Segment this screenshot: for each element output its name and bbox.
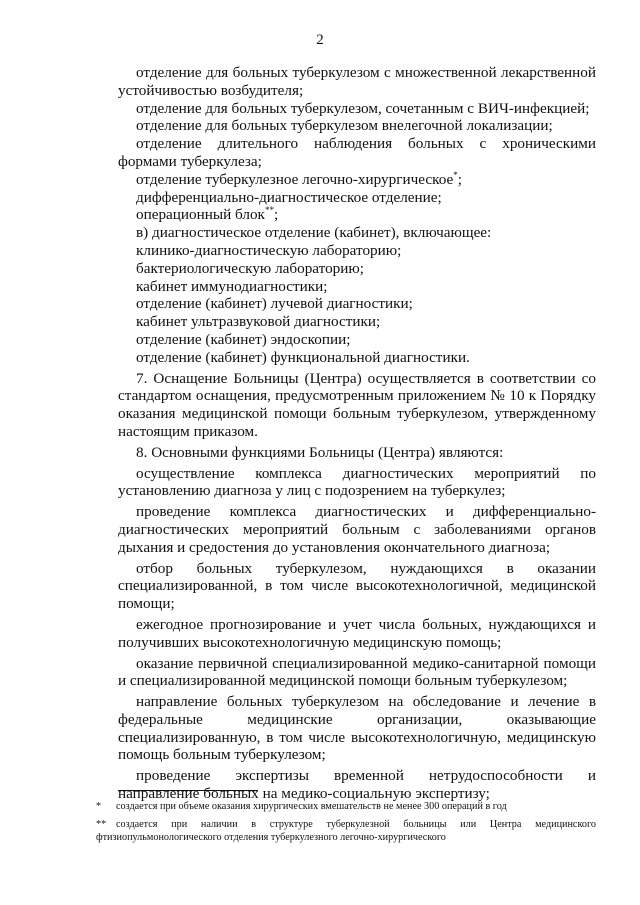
paragraph-suffix: ;: [273, 206, 279, 224]
paragraph: отделение длительного наблюдения больных с хроническими формами туберкулеза;: [118, 135, 596, 170]
footnote-ref: *: [453, 169, 458, 180]
paragraph: кабинет иммунодиагностики;: [136, 277, 328, 295]
footnote-text: создается при наличии в структуре туберкулезной больницы или Центра медицинского фтизиопульмонологического отделения туберкулезного легочно-хирургического: [96, 819, 596, 843]
footnote: [96, 800, 596, 813]
function-item: оказание первичной специализированной медико-санитарной помощи и специализированной медицинской помощи больным туберкулезом;: [118, 654, 596, 690]
function-item: ежегодное прогнозирование и учет числа больных, нуждающихся и получивших высокотехнологичную медицинскую помощь;: [118, 615, 596, 651]
numbered-paragraph: 8. Основными функциями Больницы (Центра) являются:: [136, 443, 504, 461]
footnote-mark: **: [96, 819, 107, 830]
paragraph: в) диагностическое отделение (кабинет), включающее:: [136, 224, 492, 242]
function-item: направление больных туберкулезом на обследование и лечение в федеральные медицинские организации, оказывающие специализированную, в том числе высокотехнологичную, медицинскую помощь больным туберкулезом;: [118, 693, 596, 764]
document-body: [118, 64, 596, 803]
paragraph-suffix: ;: [457, 170, 462, 188]
footnote-text: создается при объеме оказания хирургических вмешательств не менее 300 операций в год: [116, 801, 507, 812]
footnote-mark: *: [96, 801, 102, 812]
paragraph: бактериологическую лабораторию;: [136, 259, 364, 277]
paragraph: отделение для больных туберкулезом, сочетанным с ВИЧ-инфекцией;: [136, 99, 590, 117]
paragraph-with-footnote: [118, 171, 596, 189]
paragraph-with-footnote: [118, 206, 596, 224]
paragraph: отделение (кабинет) функциональной диагностики.: [136, 348, 470, 366]
paragraph: отделение для больных туберкулезом с множественной лекарственной устойчивостью возбудителя;: [118, 64, 596, 99]
paragraph: кабинет ультразвуковой диагностики;: [136, 313, 381, 331]
footnote-ref: **: [264, 205, 274, 216]
paragraph-text: отделение туберкулезное легочно-хирургическое: [136, 170, 454, 188]
numbered-paragraph: 7. Оснащение Больницы (Центра) осуществляется в соответствии со стандартом оснащения, предусмотренным приложением № 10 к Порядку оказания медицинской помощи больным туберкулезом, утвержденному настоящим приказом.: [118, 369, 596, 440]
paragraph: дифференциально-диагностическое отделение;: [136, 188, 442, 206]
function-item: отбор больных туберкулезом, нуждающихся в оказании специализированной, в том числе высокотехнологичной, медицинской помощи;: [118, 559, 596, 613]
paragraph: отделение для больных туберкулезом внелегочной локализации;: [136, 117, 553, 135]
paragraph: отделение (кабинет) лучевой диагностики;: [136, 295, 413, 313]
paragraph: отделение (кабинет) эндоскопии;: [136, 330, 351, 348]
footnote-divider: [118, 790, 258, 791]
paragraph: клинико-диагностическую лабораторию;: [136, 241, 402, 259]
function-item: осуществление комплекса диагностических мероприятий по установлению диагноза у лиц с подозрением на туберкулез;: [118, 464, 596, 500]
page-number: 2: [316, 32, 324, 48]
paragraph-text: операционный блок: [136, 206, 265, 224]
function-item: проведение экспертизы временной нетрудоспособности и направление больных на медико-социальную экспертизу;: [118, 767, 596, 803]
footnote: [96, 818, 596, 844]
function-item: проведение комплекса диагностических и дифференциально-диагностических мероприятий больным с заболеваниями органов дыхания и средостения до установления окончательного диагноза;: [118, 503, 596, 556]
